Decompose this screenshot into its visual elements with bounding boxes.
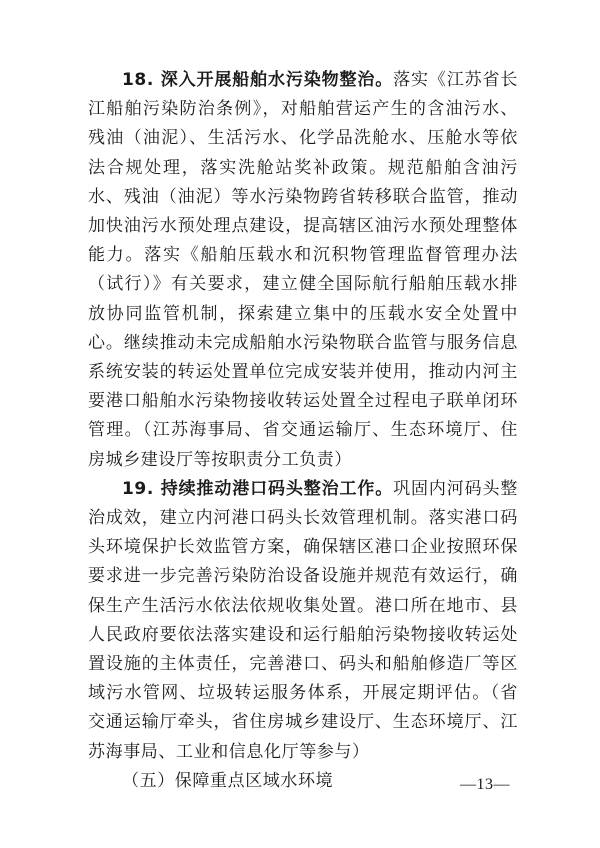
paragraph-item-19	[88, 475, 518, 767]
paragraph-item-18	[88, 66, 518, 475]
section-5-heading: （五）保障重点区域水环境	[122, 770, 334, 791]
item-19-body: 巩固内河码头整治成效，建立内河港口码头长效管理机制。落实港口码头环境保护长效监管方案，确保辖区港口企业按照环保要求进一步完善污染防治设备设施并规范有效运行，确保生产生活污水依法依规收集处置。港口所在地市、县人民政府要依法落实建设和运行船舶污染物接收转运处置设施的主体责任，完善港口、码头和船舶修造厂等区域污水管网、垃圾转运服务体系，开展定期评估。（省交通运输厅牵头，省住房城乡建设厅、生态环境厅、江苏海事局、工业和信息化厅等参与）	[88, 478, 519, 762]
item-19-heading: 19. 持续推动港口码头整治工作。	[122, 478, 394, 499]
item-18-heading: 18. 深入开展船舶水污染物整治。	[122, 70, 394, 90]
page-number: —13—	[460, 776, 510, 793]
document-body	[88, 66, 518, 796]
item-18-body: 落实《江苏省长江船舶污染防治条例》，对船舶营运产生的含油污水、残油（油泥）、生活污水、化学品洗舱水、压舱水等依法合规处理，落实洗舱站奖补政策。规范船舶含油污水、残油（油泥）等水污染物跨省转移联合监管，推动加快油污水预处理点建设，提高辖区油污水预处理整体能力。落实《船舶压载水和沉积物管理监督管理办法（试行）》有关要求，建立健全国际航行船舶压载水排放协同监管机制，探索建立集中的压载水安全处置中心。继续推动未完成船舶水污染物联合监管与服务信息系统安装的转运处置单位完成安装并使用，推动内河主要港口船舶水污染物接收转运处置全过程电子联单闭环管理。（江苏海事局、省交通运输厅、生态环境厅、住房城乡建设厅等按职责分工负责）	[88, 70, 519, 470]
